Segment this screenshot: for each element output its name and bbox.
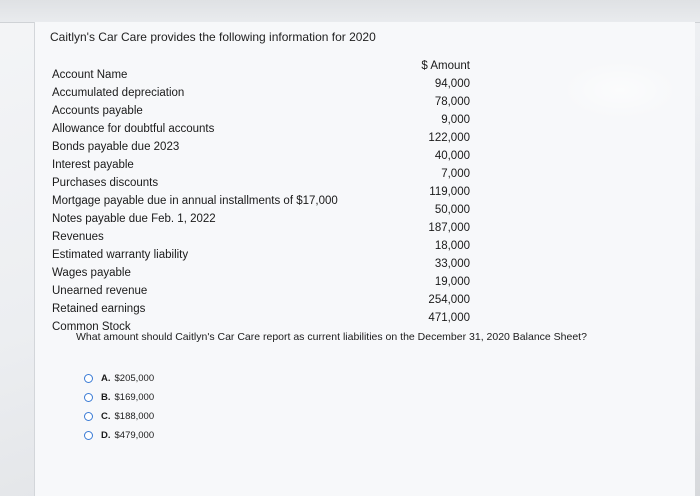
account-name: Interest payable (52, 159, 134, 171)
account-name: Allowance for doubtful accounts (52, 123, 215, 135)
radio-icon[interactable] (84, 412, 93, 421)
amount-value: 254,000 (428, 294, 470, 306)
amount-column (390, 57, 470, 327)
amount-value: 18,000 (434, 240, 470, 252)
account-name: Mortgage payable due in annual installments of $17,000 (52, 195, 338, 207)
intro-text: Caitlyn's Car Care provides the following information for 2020 (50, 30, 376, 44)
account-name: Estimated warranty liability (52, 249, 189, 261)
account-name: Revenues (52, 231, 104, 243)
account-name: Retained earnings (52, 303, 146, 315)
account-name: Accounts payable (52, 105, 143, 117)
option-letter: C. (101, 411, 111, 422)
option-a[interactable] (84, 369, 154, 388)
option-b[interactable] (84, 388, 154, 407)
account-name: Notes payable due Feb. 1, 2022 (52, 213, 216, 225)
option-letter: D. (101, 430, 111, 441)
amount-value: 19,000 (434, 276, 470, 288)
account-name: Bonds payable due 2023 (52, 141, 180, 153)
amount-value: 33,000 (434, 258, 470, 270)
account-name: Wages payable (52, 267, 131, 279)
amount-value: 94,000 (434, 78, 470, 90)
amount-value: 9,000 (441, 114, 470, 126)
answer-options (84, 369, 154, 445)
amount-value: 40,000 (434, 150, 470, 162)
option-text: $479,000 (114, 430, 155, 441)
amount-value: 78,000 (434, 96, 470, 108)
option-d[interactable] (84, 426, 154, 445)
browser-top-bar (0, 0, 700, 23)
radio-icon[interactable] (84, 431, 93, 440)
account-name: Unearned revenue (52, 285, 148, 297)
option-text: $169,000 (114, 392, 155, 403)
amount-value: 7,000 (441, 168, 470, 180)
account-name: Common Stock (52, 321, 131, 333)
amount-value: 122,000 (428, 132, 470, 144)
option-text: $205,000 (114, 373, 155, 384)
account-name: Accumulated depreciation (52, 87, 185, 99)
account-name: Purchases discounts (52, 177, 159, 189)
option-letter: B. (101, 392, 111, 403)
amount-value: 187,000 (428, 222, 470, 234)
amount-header: $ Amount (421, 60, 470, 72)
amount-value: 50,000 (434, 204, 470, 216)
account-name-header: Account Name (52, 69, 128, 81)
question-text: What amount should Caitlyn's Car Care report as current liabilities on the December 31, 2020 Balance Sheet? (76, 331, 587, 343)
radio-icon[interactable] (84, 374, 93, 383)
option-text: $188,000 (114, 411, 155, 422)
option-c[interactable] (84, 407, 154, 426)
amount-value: 119,000 (429, 186, 470, 198)
option-letter: A. (101, 373, 111, 384)
radio-icon[interactable] (84, 393, 93, 402)
amount-value: 471,000 (428, 312, 470, 324)
